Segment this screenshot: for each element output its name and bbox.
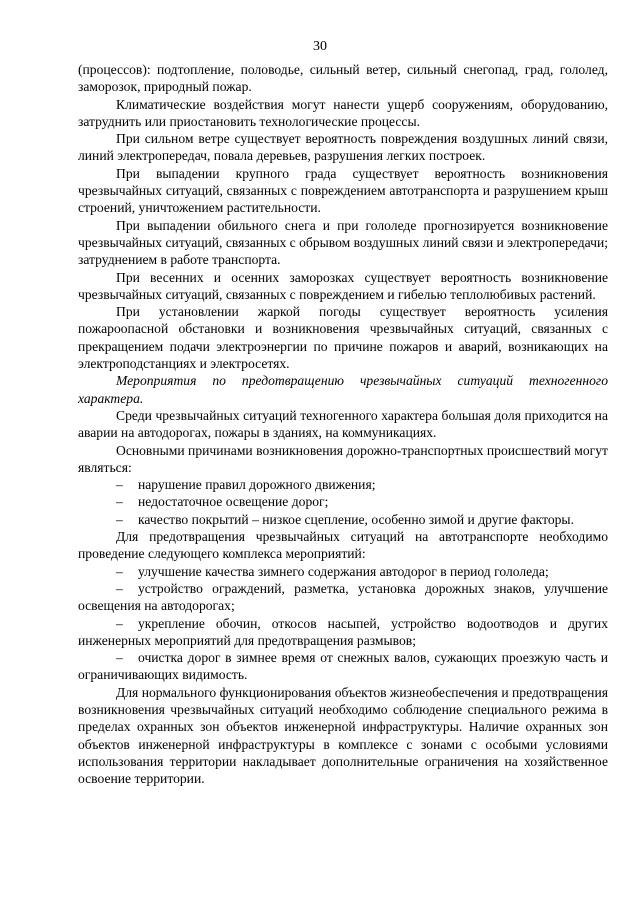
list-item (78, 476, 608, 493)
paragraph: При весенних и осенних заморозках существует вероятность возникновение чрезвычайных ситуаций, связанных с повреждением и гибелью теплолюбивых растений. (78, 269, 608, 302)
paragraph: При выпадении обильного снега и при гололеде прогнозируется возникновение чрезвычайных ситуаций, связанных с обрывом воздушных линий связи и электропередачи; затруднением в работе транспорта. (78, 217, 608, 268)
bullet-dash: – (116, 511, 123, 527)
list-item-text: устройство ограждений, разметка, установка дорожных знаков, улучшение освещения на автодорогах; (78, 580, 608, 614)
list-item (78, 649, 608, 684)
paragraph: Основными причинами возникновения дорожно-транспортных происшествий могут являться: (78, 442, 608, 475)
bullet-dash: – (116, 615, 123, 631)
section-heading: Мероприятия по предотвращению чрезвычайных ситуаций техногенного характера. (78, 373, 608, 406)
bullet-dash: – (116, 477, 123, 493)
paragraph: Для предотвращения чрезвычайных ситуаций на автотранспорте необходимо проведение следующего комплекса мероприятий: (78, 529, 608, 562)
list-item (78, 511, 608, 528)
list-item-text: недостаточное освещение дорог; (138, 494, 329, 510)
list-item (78, 493, 608, 510)
list-item (78, 580, 608, 615)
list-item-text: нарушение правил дорожного движения; (138, 477, 376, 493)
page-number: 30 (313, 39, 327, 54)
bullet-dash: – (116, 650, 123, 666)
bullet-dash: – (116, 563, 123, 579)
list-item-text: улучшение качества зимнего содержания автодорог в период гололеда; (138, 563, 549, 579)
paragraph: При выпадении крупного града существует вероятность возникновения чрезвычайных ситуаций, связанных с повреждением автотранспорта и разрушением крыш строений, уничтожением растительности. (78, 165, 608, 216)
list-item (78, 563, 608, 580)
paragraph: (процессов): подтопление, половодье, сильный ветер, сильный снегопад, град, гололед, заморозок, природный пожар. (78, 62, 608, 95)
list-item-text: качество покрытий – низкое сцепление, особенно зимой и другие факторы. (138, 511, 574, 527)
list-item-text: укрепление обочин, откосов насыпей, устройство водоотводов и других инженерных мероприятий для предотвращения размывов; (78, 615, 608, 648)
body-text (78, 61, 608, 787)
paragraph: Климатические воздействия могут нанести ущерб сооружениям, оборудованию, затруднить или приостановить технологические процессы. (78, 96, 608, 129)
bullet-dash: – (116, 580, 123, 596)
paragraph: Для нормального функционирования объектов жизнеобеспечения и предотвращения возникновения чрезвычайных ситуаций необходимо соблюдение специального режима в пределах охранных зон объектов инженерной инфраструктуры. Наличие охранных зон объектов инженерной инфраструктуры в комплексе с зонами с особыми условиями использования территории накладывает дополнительные ограничения на хозяйственное освоение территории. (78, 684, 608, 787)
list-item-text: очистка дорог в зимнее время от снежных валов, сужающих проезжую часть и ограничивающих видимость. (78, 650, 608, 683)
paragraph: При сильном ветре существует вероятность повреждения воздушных линий связи, линий электропередач, повала деревьев, разрушения легких построек. (78, 131, 608, 164)
list-item (78, 615, 608, 650)
bullet-dash: – (116, 494, 123, 510)
paragraph: Среди чрезвычайных ситуаций техногенного характера большая доля приходится на аварии на автодорогах, пожары в зданиях, на коммуникациях. (78, 407, 608, 441)
paragraph: При установлении жаркой погоды существует вероятность усиления пожароопасной обстановки и возникновения чрезвычайных ситуаций, связанных с прекращением подачи электроэнергии по причине пожаров и аварий, возникающих на электроподстанциях и электросетях. (78, 304, 608, 372)
